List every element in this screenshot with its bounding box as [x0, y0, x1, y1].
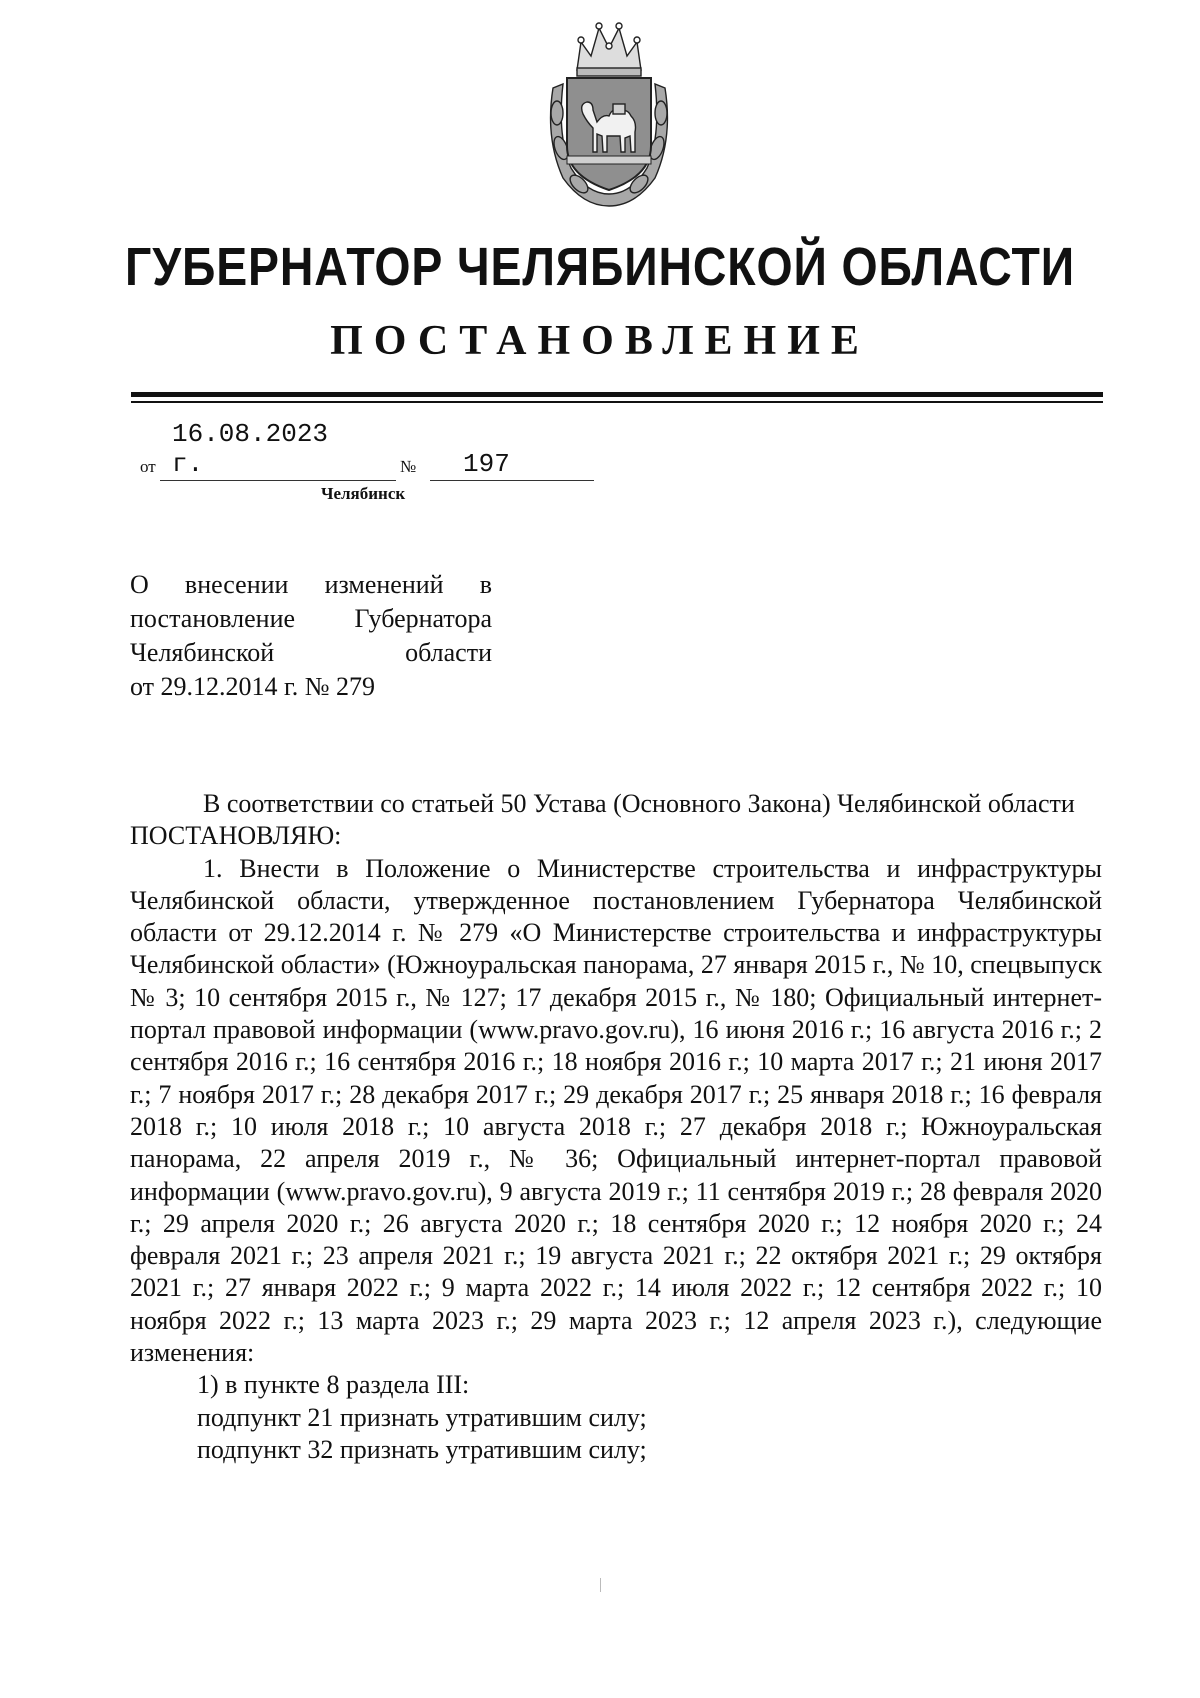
subitem-paragraph: 1) в пункте 8 раздела III: [197, 1370, 470, 1400]
decree-word: ПОСТАНОВЛЯЮ: [130, 821, 342, 851]
scan-artifact [600, 1578, 601, 1592]
number-prefix: № [400, 457, 417, 476]
subject-line: Челябинской области [130, 638, 492, 667]
document-number: 197 [463, 449, 510, 479]
header-divider-thick [131, 392, 1103, 397]
document-city: Челябинск [321, 484, 406, 503]
document-date: 16.08.2023 г. [172, 419, 329, 479]
subitem-paragraph: подпункт 32 признать утратившим силу; [197, 1434, 647, 1464]
document-type-heading: ПОСТАНОВЛЕНИЕ [330, 318, 870, 364]
subject-line: от 29.12.2014 г. № 279 [130, 672, 376, 701]
date-prefix: от [140, 457, 156, 476]
subject-line: О внесении изменений в [130, 570, 492, 599]
document-subject [130, 568, 492, 704]
header-divider-thin [131, 401, 1103, 403]
date-underline [160, 480, 396, 481]
preamble-paragraph: В соответствии со статьей 50 Устава (Основного Закона) Челябинской области [203, 789, 1075, 818]
subject-line: постановление Губернатора [130, 604, 492, 633]
number-underline [430, 480, 594, 481]
document-body [130, 788, 1102, 1466]
item-1-paragraph: 1. Внести в Положение о Министерстве строительства и инфраструктуры Челябинской области, утвержденное постановлением Губернатора Челябинской области от 29.12.2014 г. № 279 «О Министерстве строительства и инфраструктуры Челябинской области» (Южноуральская панорама, 27 января 2015 г., № 10, спецвыпуск № 3; 10 сентября 2015 г., № 127; 17 декабря 2015 г., № 180; Официальный интернет-портал правовой информации (www.pravo.gov.ru), 16 июня 2016 г.; 16 августа 2016 г.; 2 сентября 2016 г.; 16 сентября 2016 г.; 18 ноября 2016 г.; 10 марта 2017 г.; 21 июня 2017 г.; 7 ноября 2017 г.; 28 декабря 2017 г.; 29 декабря 2017 г.; 25 января 2018 г.; 16 февраля 2018 г.; 10 июля 2018 г.; 10 августа 2018 г.; 27 декабря 2018 г.; Южноуральская панорама, 22 апреля 2019 г., № 36; Официальный интернет-портал правовой информации (www.pravo.gov.ru), 9 августа 2019 г.; 11 сентября 2019 г.; 28 февраля 2020 г.; 29 апреля 2020 г.; 26 августа 2020 г.; 18 сентября 2020 г.; 12 ноября 2020 г.; 24 февраля 2021 г.; 23 апреля 2021 г.; 19 августа 2021 г.; 22 октября 2021 г.; 29 октября 2021 г.; 27 января 2022 г.; 9 марта 2022 г.; 14 июля 2022 г.; 12 сентября 2022 г.; 10 ноября 2022 г.; 13 марта 2023 г.; 29 марта 2023 г.; 12 апреля 2023 г.), следующие изменения: [130, 853, 1102, 1368]
subitem-paragraph: подпункт 21 признать утратившим силу; [197, 1402, 647, 1432]
issuing-authority-heading: ГУБЕРНАТОР ЧЕЛЯБИНСКОЙ ОБЛАСТИ [125, 237, 1075, 297]
coat-of-arms-icon [543, 18, 675, 208]
